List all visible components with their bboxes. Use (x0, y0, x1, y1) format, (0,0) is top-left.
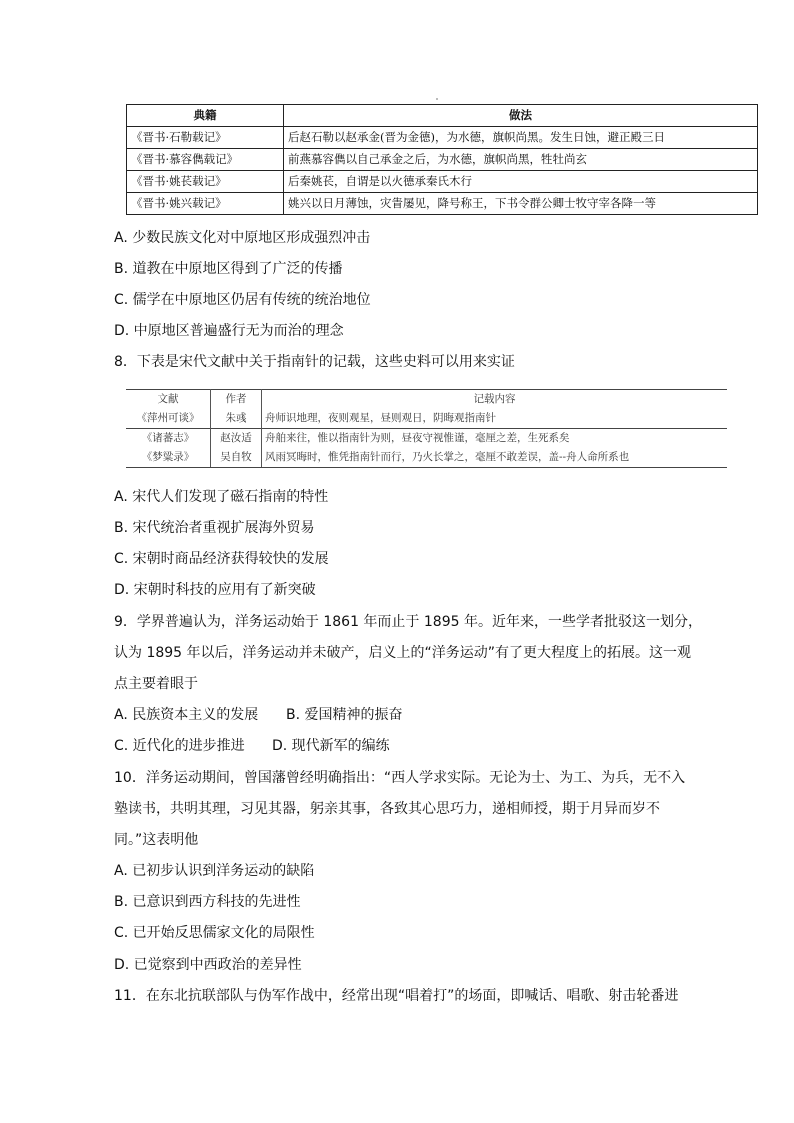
table-cell: 《晋书·慕容儁载记》 (127, 149, 284, 171)
q10-stem-line-1: 10．洋务运动期间，曾国藩曾经明确指出：“西人学求实际。无论为士、为工、为兵，无不入 (114, 770, 686, 786)
table-cell: 后赵石勒以赵承金(晋为金德)，为水德，旗帜尚黑。发生日蚀，避正殿三日 (284, 127, 758, 149)
table-header: 典籍 (127, 105, 284, 127)
q7-option-b: B. 道教在中原地区得到了广泛的传播 (114, 261, 343, 277)
table-cell: 《晋书·石勒载记》 (127, 127, 284, 149)
q9-option-c: C. 近代化的进步推进 (114, 738, 245, 754)
table-cell: 《晋书·姚苌载记》 (127, 171, 284, 193)
q10-option-b: B. 已意识到西方科技的先进性 (114, 894, 301, 910)
table-row (126, 429, 727, 449)
table-cell: 《萍州可谈》 (126, 409, 211, 429)
table-cell: 《晋书·姚兴载记》 (127, 193, 284, 215)
table-cell: 朱彧 (211, 409, 262, 429)
q8-stem: 8．下表是宋代文献中关于指南针的记载，这些史料可以用来实证 (114, 354, 515, 370)
table-header: 记载内容 (262, 390, 728, 410)
table-cell: 姚兴以日月薄蚀，灾眚屡见，降号称王，下书令群公卿士牧守宰各降一等 (284, 193, 758, 215)
table-row (126, 409, 727, 429)
q9-option-b: B. 爱国精神的振奋 (286, 707, 403, 723)
table-cell: 前燕慕容儁以自己承金之后，为水德，旗帜尚黑，牲牡尚玄 (284, 149, 758, 171)
q8-option-b: B. 宋代统治者重视扩展海外贸易 (114, 520, 315, 536)
table-row (127, 193, 758, 215)
q10-option-c: C. 已开始反思儒家文化的局限性 (114, 925, 315, 941)
table-row (127, 171, 758, 193)
table-row (126, 448, 727, 468)
table-cell: 吴自牧 (211, 448, 262, 468)
table-header: 文献 (126, 390, 211, 410)
q10-option-d: D. 已觉察到中西政治的差异性 (114, 957, 302, 973)
table-header: 做法 (284, 105, 758, 127)
table-cell: 舟舶来往，惟以指南针为则，昼夜守视惟谨，毫厘之差，生死系矣 (262, 429, 728, 449)
q11-stem-line-1: 11．在东北抗联部队与伪军作战中，经常出现“唱着打”的场面，即喊话、唱歌、射击轮番进 (114, 988, 679, 1004)
q9-stem-line-3: 点主要着眼于 (114, 676, 198, 692)
table-cell: 《梦粱录》 (126, 448, 211, 468)
q8-option-a: A. 宋代人们发现了磁石指南的特性 (114, 489, 329, 505)
table-header: 作者 (211, 390, 262, 410)
q9-stem-line-1: 9．学界普遍认为，洋务运动始于 1861 年而止于 1895 年。近年来，一些学者批驳这一划分， (114, 614, 702, 630)
q9-options-row-2 (114, 736, 390, 756)
q10-stem-line-3: 同。”这表明他 (114, 832, 199, 848)
table-row (127, 127, 758, 149)
q9-stem-line-2: 认为 1895 年以后，洋务运动并未破产，启义上的“洋务运动”有了更大程度上的拓展。这一观 (114, 645, 692, 661)
table-cell: 《诸蕃志》 (126, 429, 211, 449)
table-cell: 赵汝适 (211, 429, 262, 449)
records-table-2 (126, 389, 727, 468)
q10-option-a: A. 已初步认识到洋务运动的缺陷 (114, 863, 315, 879)
q9-options-row-1 (114, 705, 403, 725)
q8-option-d: D. 宋朝时科技的应用有了新突破 (114, 582, 316, 598)
q10-stem-line-2: 塾读书，共明其理，习见其器，躬亲其事，各致其心思巧力，递相师授，期于月异而岁不 (114, 801, 660, 817)
table-cell: 风雨冥晦时，惟凭指南针而行，乃火长掌之，毫厘不敢差误，盖--舟人命所系也 (262, 448, 728, 468)
table-header-row (127, 105, 758, 127)
table-cell: 舟师识地理，夜则观星，昼则观日，阴晦观指南针 (265, 412, 496, 424)
q9-option-d: D. 现代新军的编练 (272, 738, 390, 754)
table-cell: 后秦姚苌，自谓是以火德承秦氏木行 (284, 171, 758, 193)
q7-option-c: C. 儒学在中原地区仍居有传统的统治地位 (114, 292, 371, 308)
q8-option-c: C. 宋朝时商品经济获得较快的发展 (114, 551, 329, 567)
q7-option-d: D. 中原地区普遍盛行无为而治的理念 (114, 323, 344, 339)
scan-speck (436, 98, 438, 100)
table-row (127, 149, 758, 171)
q7-option-a: A. 少数民族文化对中原地区形成强烈冲击 (114, 230, 371, 246)
table-header-row (126, 390, 727, 410)
records-table-1 (126, 104, 758, 215)
q9-option-a: A. 民族资本主义的发展 (114, 707, 259, 723)
